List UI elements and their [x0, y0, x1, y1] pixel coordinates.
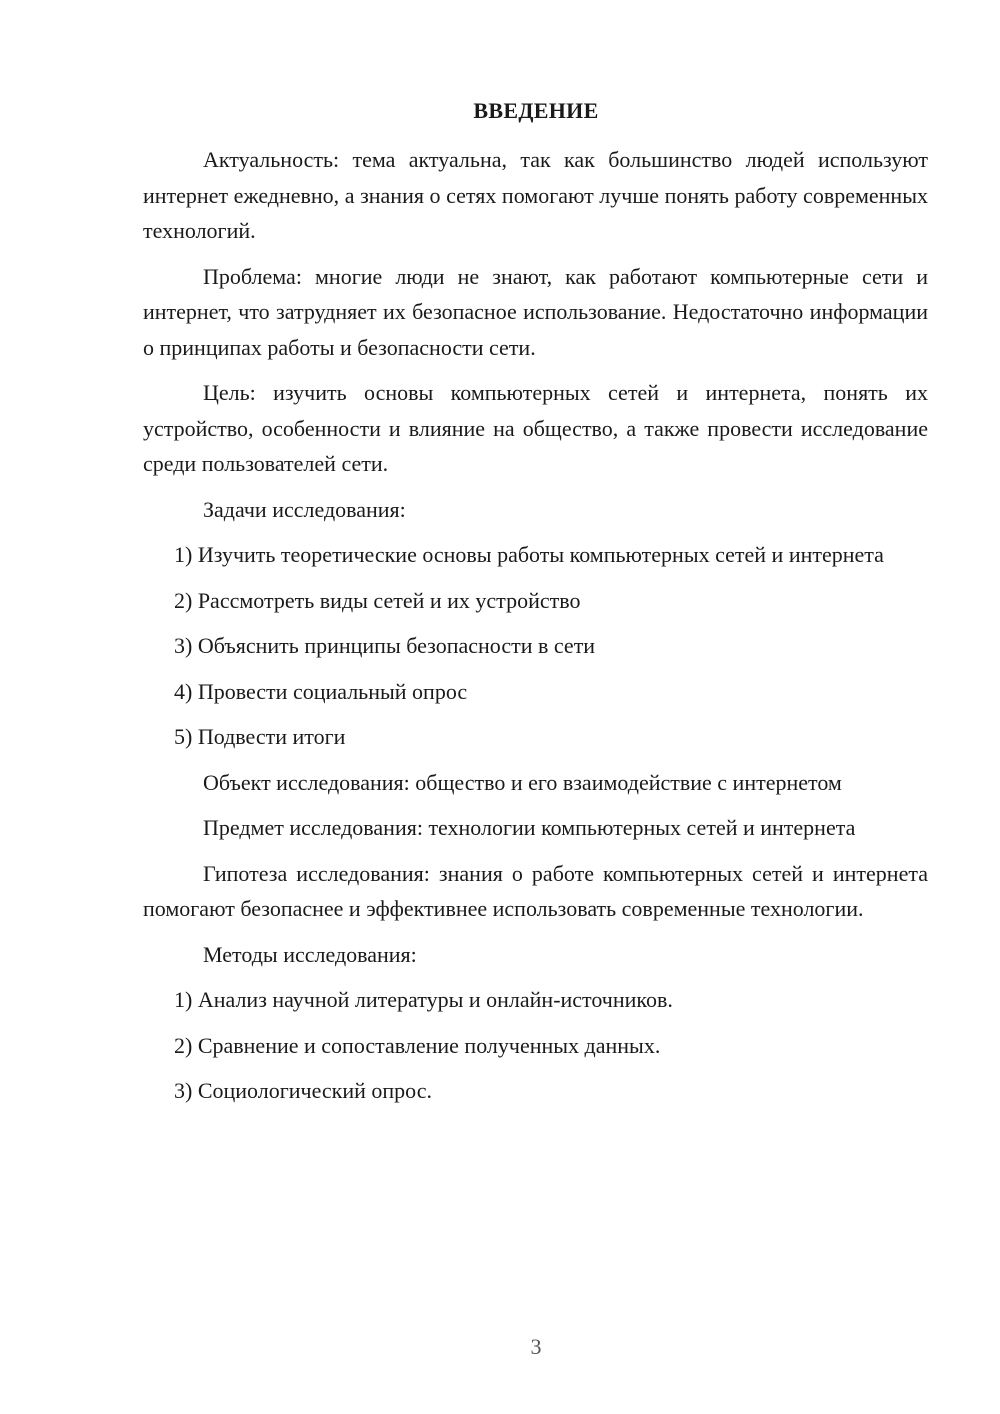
document-body	[143, 142, 928, 1119]
task-item: 1) Изучить теоретические основы работы компьютерных сетей и интернета	[174, 542, 884, 567]
object-paragraph: Объект исследования: общество и его взаимодействие с интернетом	[203, 769, 842, 795]
tasks-label: Задачи исследования:	[203, 496, 406, 522]
task-item: 3) Объяснить принципы безопасности в сети	[174, 633, 596, 658]
section-heading: ВВЕДЕНИЕ	[473, 98, 599, 123]
method-item: 3) Социологический опрос.	[174, 1078, 432, 1103]
task-item: 5) Подвести итоги	[174, 724, 346, 749]
page-number: 3	[530, 1334, 542, 1359]
problem-paragraph: Проблема: многие люди не знают, как работают компьютерные сети и интернет, что затрудняет их безопасное использование. Недостаточно информации о принципах работы и безопасности сети.	[143, 263, 928, 360]
methods-label: Методы исследования:	[203, 941, 417, 967]
method-item: 1) Анализ научной литературы и онлайн-источников.	[174, 987, 673, 1012]
hypothesis-paragraph: Гипотеза исследования: знания о работе компьютерных сетей и интернета помогают безопаснее и эффективнее использовать современные технологии.	[143, 860, 928, 921]
subject-paragraph: Предмет исследования: технологии компьютерных сетей и интернета	[203, 815, 856, 840]
method-item: 2) Сравнение и сопоставление полученных данных.	[174, 1032, 661, 1058]
task-item: 4) Провести социальный опрос	[174, 678, 468, 704]
goal-paragraph: Цель: изучить основы компьютерных сетей и интернета, понять их устройство, особенности и влияние на общество, а также провести исследование среди пользователей сети.	[143, 380, 928, 476]
relevance-paragraph: Актуальность: тема актуальна, так как большинство людей используют интернет ежедневно, а знания о сетях помогают лучше понять работу современных технологий.	[143, 147, 928, 243]
task-item: 2) Рассмотреть виды сетей и их устройство	[174, 587, 581, 613]
